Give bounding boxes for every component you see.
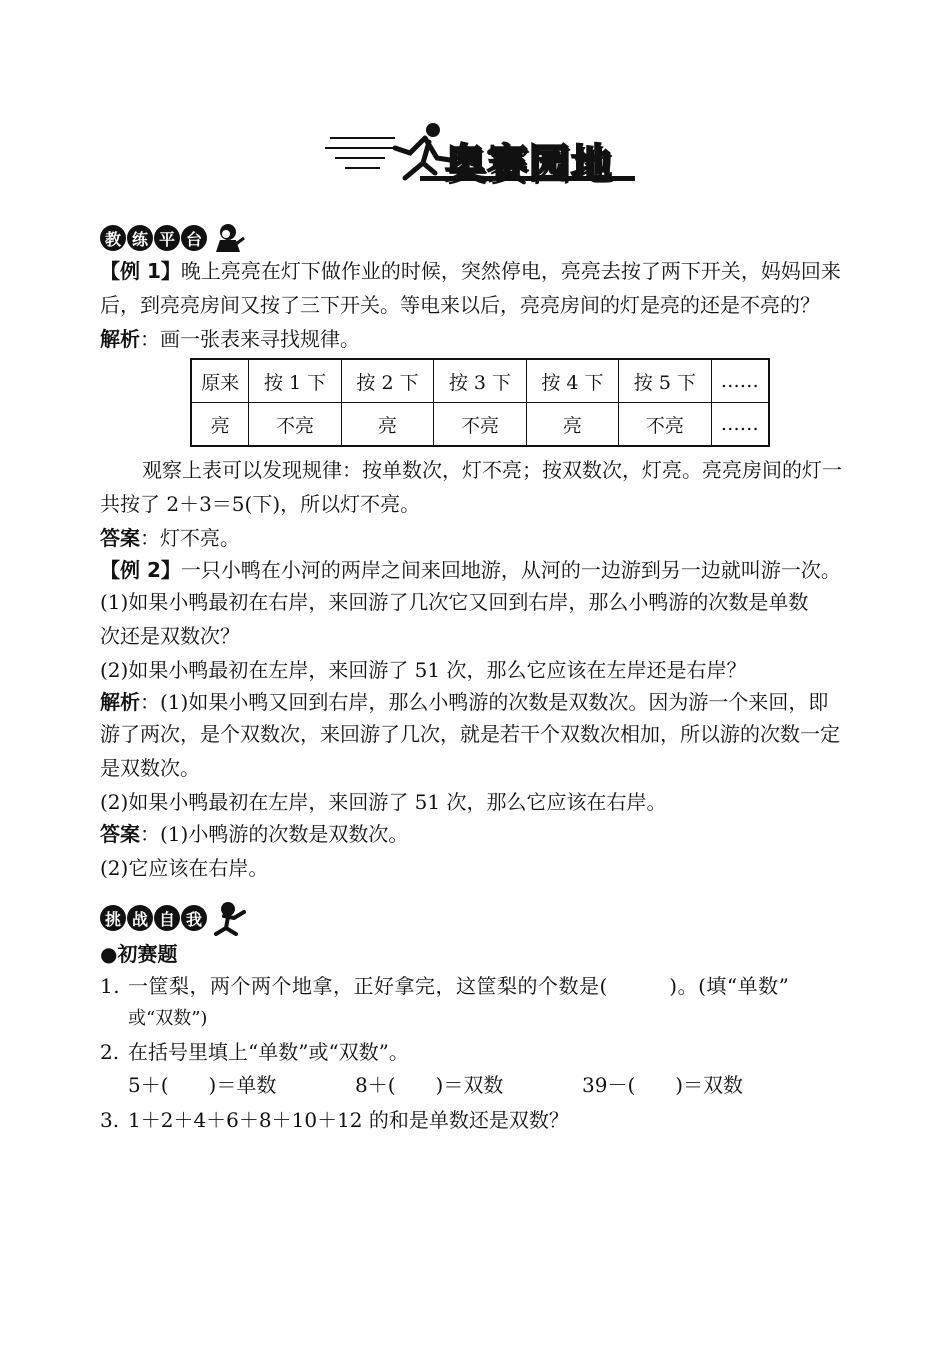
example1-observe1: 观察上表可以发现规律：按单数次，灯不亮；按双数次，灯亮。亮亮房间的灯一: [142, 458, 842, 482]
example2-q1-line2: 次还是双数次？: [100, 624, 240, 648]
table-cell: 不亮: [434, 403, 526, 447]
example2-analysis1: 解析：(1)如果小鸭又回到右岸，那么小鸭游的次数是双数次。因为游一个来回，即: [100, 690, 829, 714]
example2-analysis4: (2)如果小鸭最初在左岸，来回游了 51 次，那么它应该在右岸。: [100, 790, 667, 814]
badge-char: 战: [127, 905, 153, 931]
example2-tag: 【例 2】: [100, 558, 181, 582]
badge-char: 台: [181, 225, 207, 251]
example1-answer: 答案：灯不亮。: [100, 526, 240, 550]
table-cell: ……: [711, 403, 769, 447]
table-cell: 亮: [191, 403, 249, 447]
example2-line1: 【例 2】一只小鸭在小河的两岸之间来回地游，从河的一边游到另一边就叫游一次。: [100, 558, 841, 582]
table-cell: 亮: [526, 403, 618, 447]
badge-char: 平: [154, 225, 180, 251]
prelim-q2-item3: 39－( )＝双数: [582, 1073, 744, 1097]
rule-table: [190, 358, 770, 447]
prelim-q1-line2: 或“双数”): [128, 1008, 208, 1029]
prelim-q1-line1: 1. 一筐梨，两个两个地拿，正好拿完，这筐梨的个数是( )。(填“单数”: [100, 974, 790, 998]
section-badge-coach: [100, 222, 246, 254]
prelim-q2: 2. 在括号里填上“单数”或“双数”。: [100, 1040, 409, 1064]
table-cell: 按 5 下: [619, 359, 711, 403]
table-cell: 按 4 下: [526, 359, 618, 403]
example2-q1-line1: (1)如果小鸭最初在右岸，来回游了几次它又回到右岸，那么小鸭游的次数是单数: [100, 590, 809, 614]
badge-char: 练: [127, 225, 153, 251]
example2-answer1: 答案：(1)小鸭游的次数是双数次。: [100, 822, 409, 846]
badge-char: 教: [100, 225, 126, 251]
table-cell: ……: [711, 359, 769, 403]
example1-tag: 【例 1】: [100, 259, 181, 283]
cartoon-runner-icon: [210, 900, 250, 936]
example2-analysis2: 游了两次，是个双数次，来回游了几次，就是若干个双数次相加，所以游的次数一定: [100, 722, 840, 746]
title-banner: [325, 118, 645, 188]
table-row: [191, 359, 769, 403]
example1-line1: 【例 1】晚上亮亮在灯下做作业的时候，突然停电，亮亮去按了两下开关，妈妈回来: [100, 259, 841, 283]
table-cell: 亮: [341, 403, 433, 447]
prelim-q2-item1: 5＋( )＝单数: [128, 1073, 277, 1097]
badge-char: 自: [154, 905, 180, 931]
example1-line2: 后，到亮亮房间又按了三下开关。等电来以后，亮亮房间的灯是亮的还是不亮的？: [100, 293, 820, 317]
table-cell: 不亮: [619, 403, 711, 447]
prelim-q3: 3. 1＋2＋4＋6＋8＋10＋12 的和是单数还是双数？: [100, 1108, 569, 1132]
example2-q2: (2)如果小鸭最初在左岸，来回游了 51 次，那么它应该在左岸还是右岸？: [100, 658, 747, 682]
table-cell: 原来: [191, 359, 249, 403]
table-cell: 按 1 下: [249, 359, 341, 403]
table-row: [191, 403, 769, 447]
page-title: 奥赛园地: [445, 141, 613, 187]
prelim-heading: ●初赛题: [100, 942, 178, 966]
table-cell: 不亮: [249, 403, 341, 447]
example2-analysis3: 是双数次。: [100, 756, 200, 780]
badge-char: 我: [181, 905, 207, 931]
badge-char: 挑: [100, 905, 126, 931]
table-cell: 按 3 下: [434, 359, 526, 403]
cartoon-kid-icon: [210, 222, 246, 254]
example2-answer2: (2)它应该在右岸。: [100, 856, 269, 880]
section-badge-challenge: [100, 900, 250, 936]
example1-observe2: 共按了 2＋3＝5(下)，所以灯不亮。: [100, 492, 421, 516]
example1-analysis: 解析：画一张表来寻找规律。: [100, 327, 360, 351]
table-cell: 按 2 下: [341, 359, 433, 403]
prelim-q2-item2: 8＋( )＝双数: [355, 1073, 504, 1097]
